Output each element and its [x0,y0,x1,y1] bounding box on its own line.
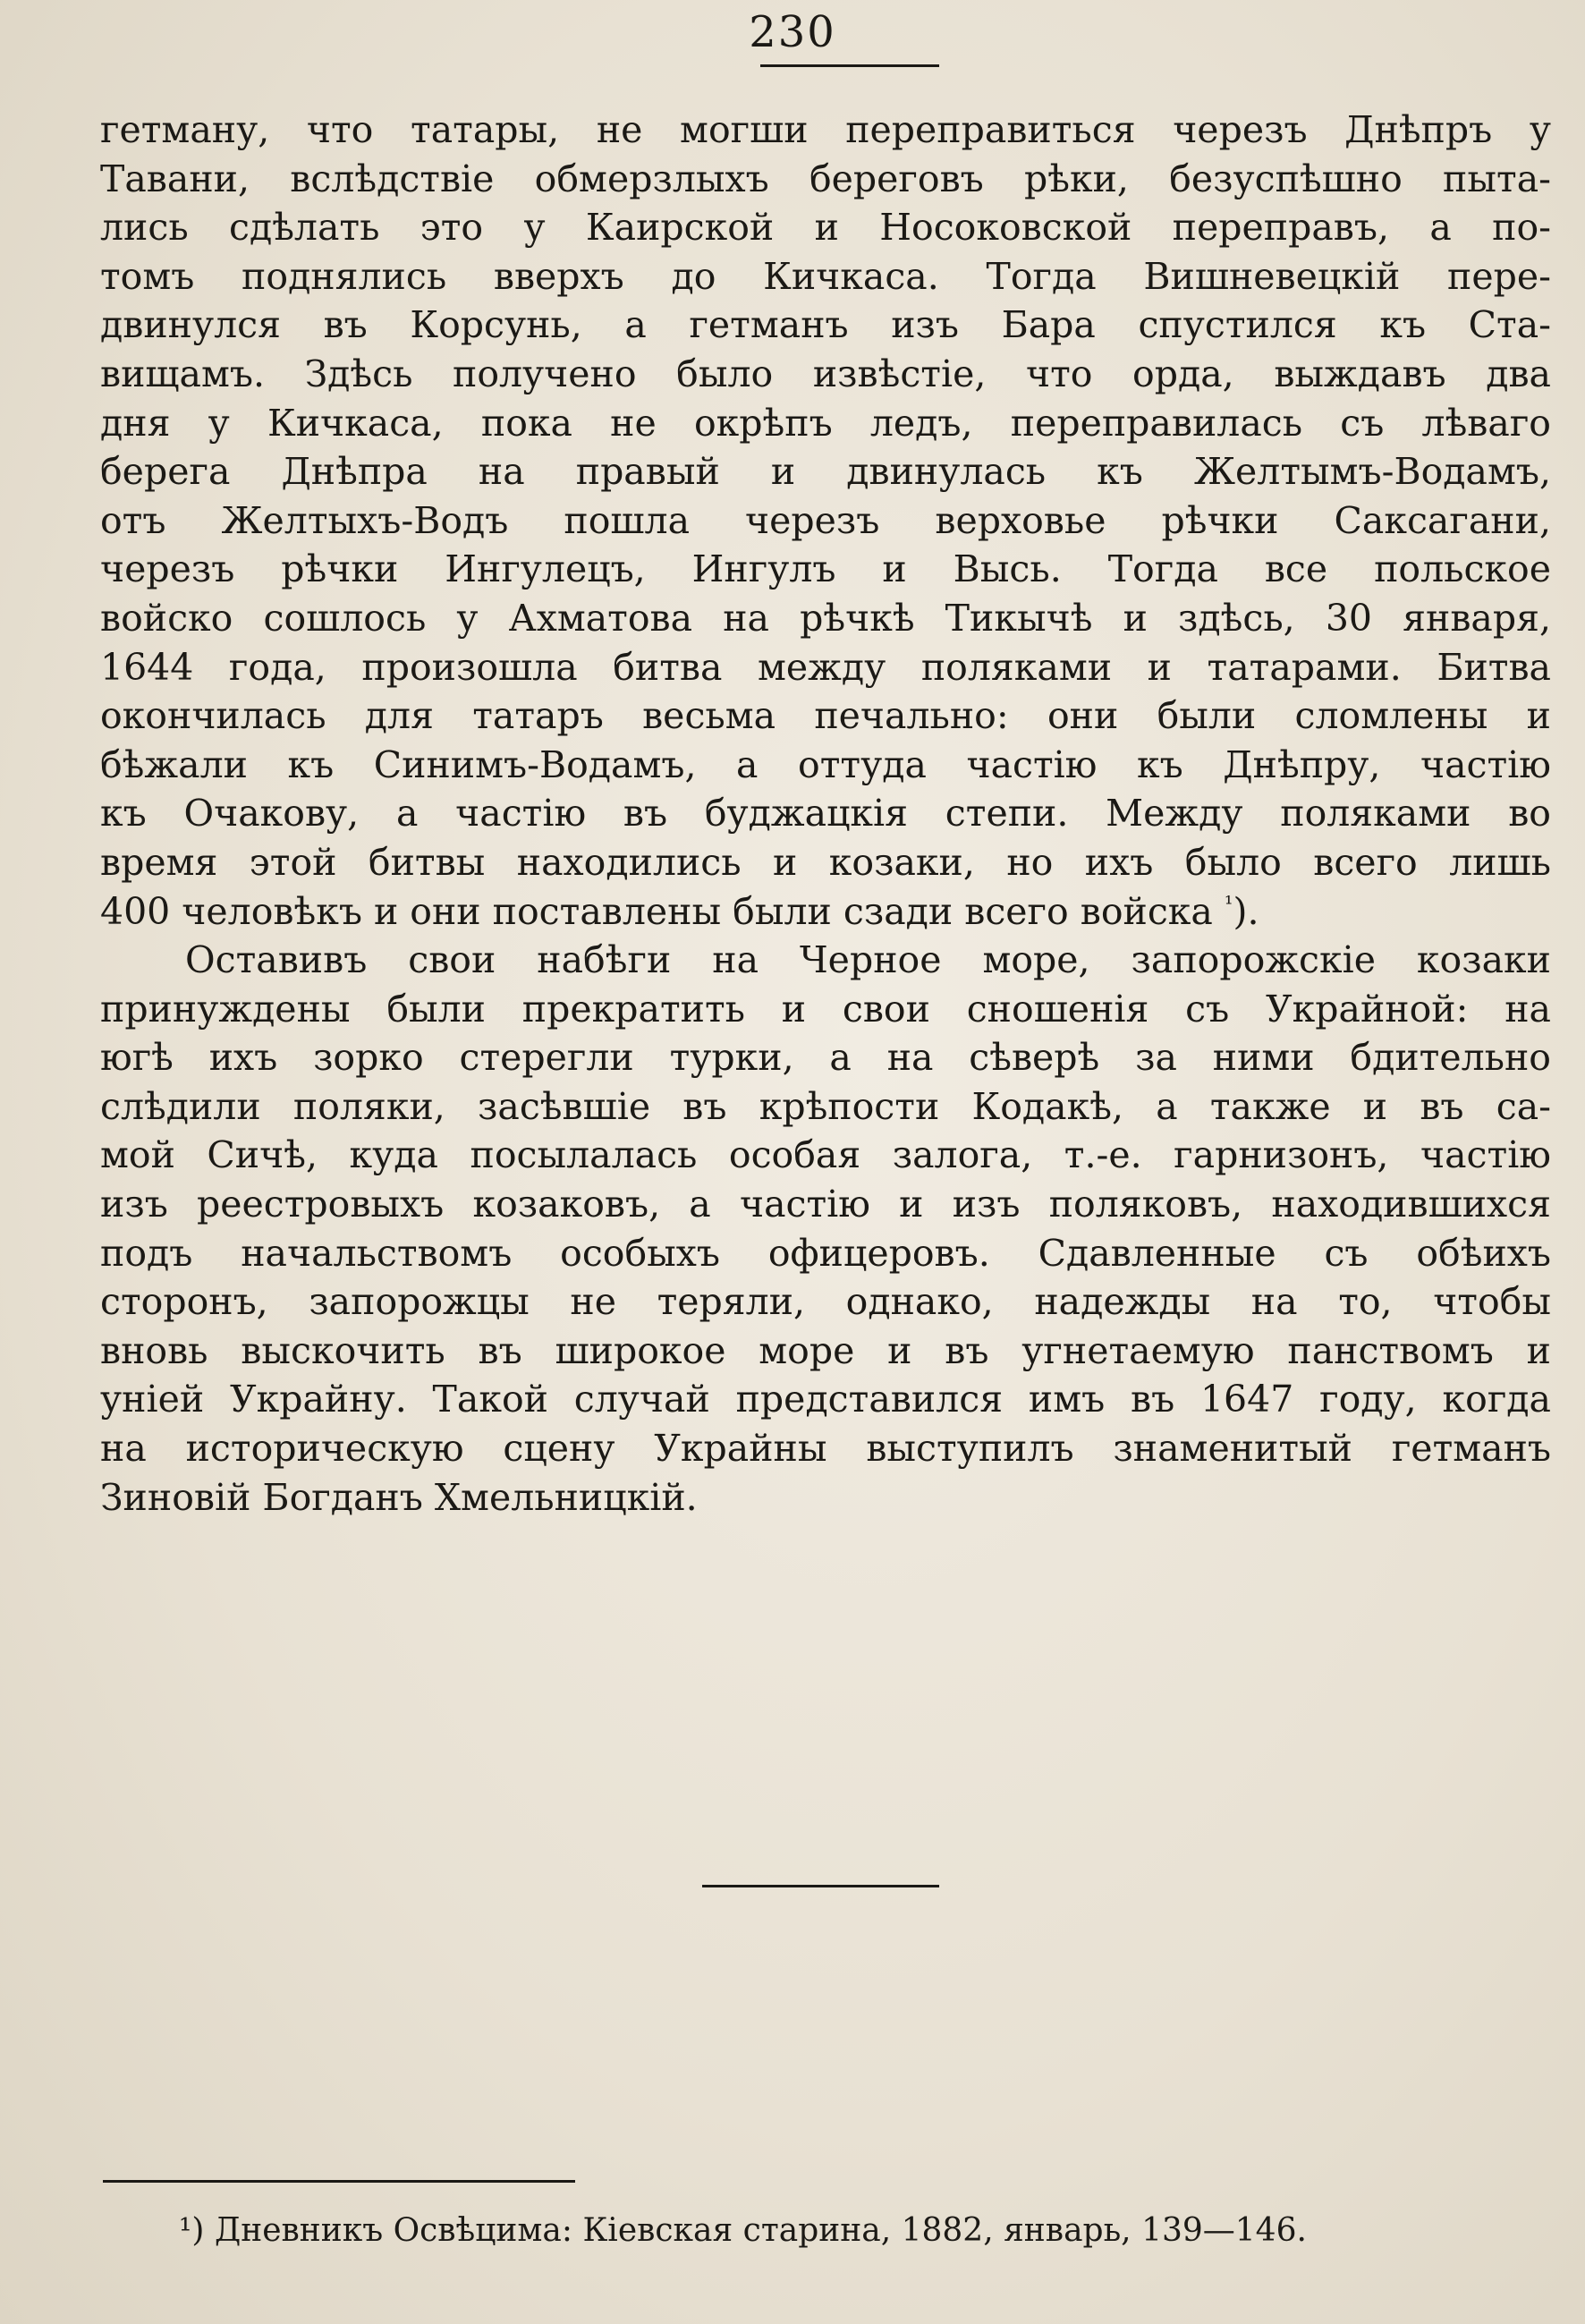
text-line: гетману, что татары, не могши переправиться черезъ Днѣпръ у [100,108,1551,151]
section-end-rule [702,1885,939,1887]
footnote-separator [103,2180,575,2183]
text-line: вновь выскочить въ широкое море и въ угнетаемую панствомъ и [100,1328,1551,1372]
text-line: 1644 года, произошла битва между поляками и татарами. Битва [100,645,1551,689]
text-line: окончилась для татаръ весьма печально: они были сломлены и [100,694,1551,738]
text-line: югѣ ихъ зорко стерегли турки, а на сѣверѣ за ними бдительно [100,1036,1551,1080]
text-line: черезъ рѣчки Ингулецъ, Ингулъ и Высь. Тогда все польское [100,547,1551,591]
page-number-rule [760,64,939,67]
footnote-reference[interactable]: ¹ [1224,890,1233,916]
text-line: мой Сичѣ, куда посылалась особая залога, т.-е. гарнизонъ, частію [100,1133,1551,1177]
text-line: время этой битвы находились и козаки, но ихъ было всего лишь [100,840,1551,884]
text-line: войско сошлось у Ахматова на рѣчкѣ Тикычѣ и здѣсь, 30 января, [100,596,1551,640]
text-line: лись сдѣлать это у Каирской и Носоковской переправъ, а по- [100,206,1551,250]
closing-punctuation: ). [1233,889,1259,933]
text-line: берега Днѣпра на правый и двинулась къ Желтымъ-Водамъ, [100,450,1551,494]
text-line: изъ реестровыхъ козаковъ, а частію и изъ поляковъ, находившихся [100,1183,1551,1226]
text-line-with-footnote [100,887,1551,937]
text-line: Зиновій Богданъ Хмельницкій. [100,1475,698,1519]
text-line: сторонъ, запорожцы не теряли, однако, надежды на то, чтобы [100,1280,1551,1324]
footnote-marker: ¹) [179,2212,205,2249]
text-line: Тавани, вслѣдствіе обмерзлыхъ береговъ рѣки, безуспѣшно пыта- [100,157,1551,200]
footnote-text: Дневникъ Освѣцима: Кіевская старина, 1882, январь, 139—146. [214,2212,1307,2249]
text-line: Оставивъ свои набѣги на Черное море, запорожскіе козаки [185,938,1551,982]
page-number: 230 [749,7,836,57]
line-text: 400 человѣкъ и они поставлены были сзади всего войска [100,889,1213,933]
text-line: вищамъ. Здѣсь получено было извѣстіе, что орда, выждавъ два [100,352,1551,395]
text-line: на историческую сцену Украйны выступилъ знаменитый гетманъ [100,1427,1551,1471]
footnote [179,2209,1431,2252]
main-text [100,106,1551,1522]
paragraph-2 [100,936,1551,1522]
text-line: томъ поднялись вверхъ до Кичкаса. Тогда Вишневецкій пере- [100,254,1551,298]
text-line: принуждены были прекратить и свои сношенія съ Украйной: на [100,987,1551,1031]
text-line: къ Очакову, а частію въ буджацкія степи. Между поляками во [100,792,1551,835]
text-line: отъ Желтыхъ-Водъ пошла черезъ верховье рѣчки Саксагани, [100,498,1551,542]
text-line: уніей Украйну. Такой случай представился имъ въ 1647 году, когда [100,1378,1551,1421]
paragraph-1 [100,106,1551,936]
text-line: слѣдили поляки, засѣвшіе въ крѣпости Кодакѣ, а также и въ са- [100,1084,1551,1128]
text-line: дня у Кичкаса, пока не окрѣпъ ледъ, переправилась съ лѣваго [100,401,1551,445]
text-line: подъ начальствомъ особыхъ офицеровъ. Сдавленные съ обѣихъ [100,1231,1551,1275]
text-line: двинулся въ Корсунь, а гетманъ изъ Бара спустился къ Ста- [100,303,1551,347]
text-line: бѣжали къ Синимъ-Водамъ, а оттуда частію къ Днѣпру, частію [100,742,1551,786]
